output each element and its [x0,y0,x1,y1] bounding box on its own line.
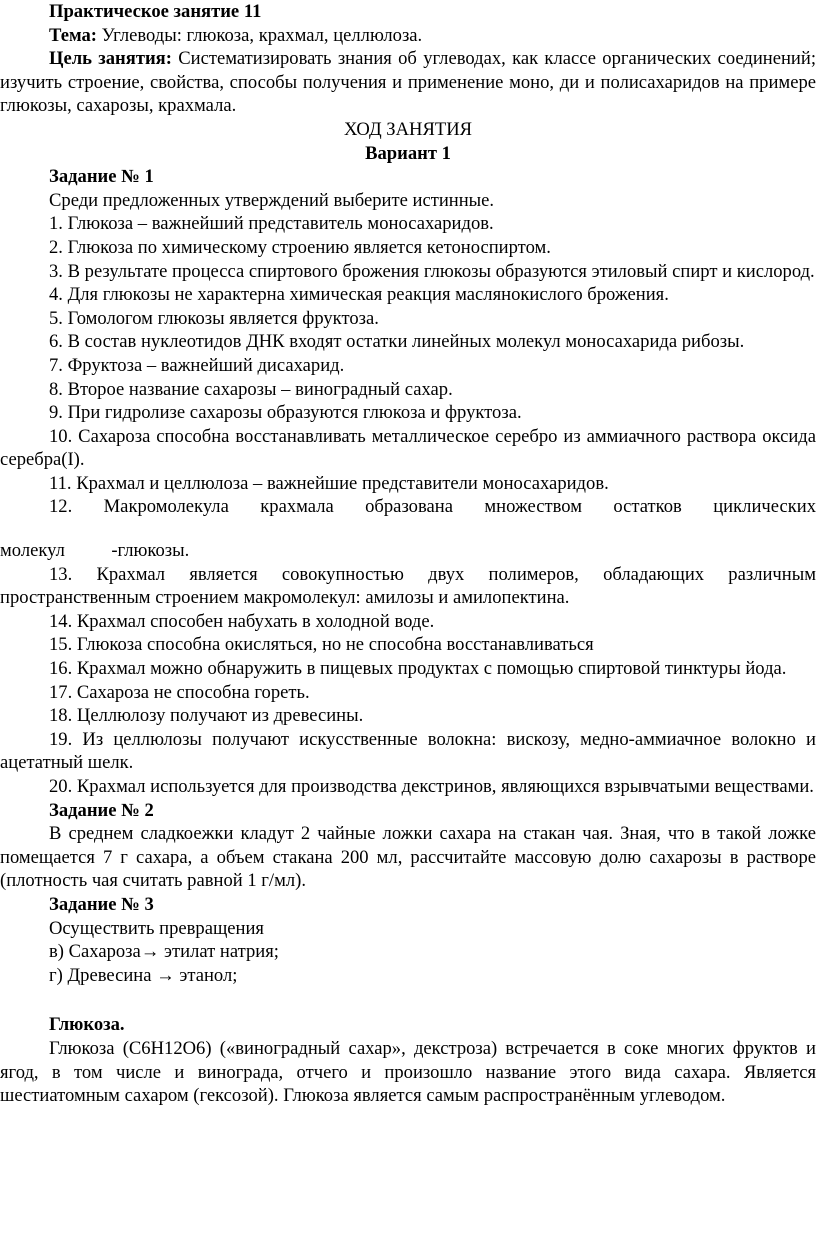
list-item: 3. В результате процесса спиртового брожения глюкозы образуются этиловый спирт и кислород. [49,260,815,282]
list-item: 7. Фруктоза – важнейший дисахарид. [49,354,345,376]
blank-line [0,987,816,1013]
topic-text: Углеводы: глюкоза, крахмал, целлюлоза. [96,24,423,46]
list-item: 9. При гидролизе сахарозы образуются глюкоза и фруктоза. [49,402,522,424]
list-item: 13. Крахмал является совокупностью двух полимеров, обладающих различным пространственным строением макромолекул: амилозы и амилопектина. [0,563,816,609]
list-item: 4. Для глюкозы не характерна химическая реакция маслянокислого брожения. [49,284,669,306]
list-item: г) Древесина → этанол; [49,964,238,986]
list-item: 18. Целлюлозу получают из древесины. [49,705,364,727]
list-item: 1. Глюкоза – важнейший представитель моносахаридов. [49,213,494,235]
task1-title: Задание № 1 [49,166,154,188]
list-item: в) Сахароза→ этилат натрия; [49,941,279,963]
course-heading: ХОД ЗАНЯТИЯ [343,118,473,140]
list-item: 6. В состав нуклеотидов ДНК входят остатки линейных молекул моносахарида рибозы. [49,331,745,353]
task1-intro: Среди предложенных утверждений выберите истинные. [49,189,495,211]
list-item: 11. Крахмал и целлюлоза – важнейшие представители моносахаридов. [49,472,609,494]
list-item: 15. Глюкоза способна окисляться, но не способна восстанавливаться [49,634,594,656]
task2-text: В среднем сладкоежки кладут 2 чайные ложки сахара на стакан чая. Зная, что в такой ложке помещается 7 г сахара, а объем стакана 200 мл, рассчитайте массовую долю сахарозы в растворе (плотность чая считать равной 1 г/мл). [0,823,816,892]
list-item: 17. Сахароза не способна гореть. [49,681,310,703]
list-item-continuation: молекул -глюкозы. [0,540,190,562]
task3-intro: Осуществить превращения [49,917,264,939]
goal-paragraph [0,47,816,118]
task2-title: Задание № 2 [49,799,154,821]
topic-line [0,24,816,48]
task3-title: Задание № 3 [49,893,154,915]
list-item: 5. Гомологом глюкозы является фруктоза. [49,307,379,329]
glucose-title: Глюкоза. [49,1014,125,1036]
topic-label: Тема: [49,24,97,46]
list-item: 8. Второе название сахарозы – виноградный сахар. [49,378,453,400]
goal-text: Систематизировать знания об углеводах, как классе органических соединений; изучить строение, свойства, способы получения и применение моно, ди и полисахаридов на примере глюкозы, сахарозы, крахмала. [0,48,816,117]
glucose-text: Глюкоза (С6Н12О6) («виноградный сахар», декстроза) встречается в соке многих фруктов и ягод, в том числе и винограда, отчего и произошло название этого вида сахара. Является шестиатомным сахаром (гексозой). Глюкоза является самым распространённым углеводом. [0,1037,816,1107]
list-item: 20. Крахмал используется для производства декстринов, являющихся взрывчатыми веществами. [49,776,814,797]
list-item: 16. Крахмал можно обнаружить в пищевых продуктах с помощью спиртовой тинктуры йода. [49,658,787,680]
page-title: Практическое занятие 11 [49,1,262,22]
list-item: 10. Сахароза способна восстанавливать металлическое серебро из аммиачного раствора оксида серебра(I). [0,425,816,471]
list-item: 12. Макромолекула крахмала образована множеством остатков циклических [49,496,816,518]
list-item: 14. Крахмал способен набухать в холодной воде. [49,610,435,632]
variant-heading: Вариант 1 [365,142,451,164]
list-item: 2. Глюкоза по химическому строению является кетоноспиртом. [49,236,551,258]
goal-label: Цель занятия: [49,48,172,70]
list-item: 19. Из целлюлозы получают искусственные волокна: вискозу, медно-аммиачное волокно и ацетатный шелк. [0,728,816,774]
